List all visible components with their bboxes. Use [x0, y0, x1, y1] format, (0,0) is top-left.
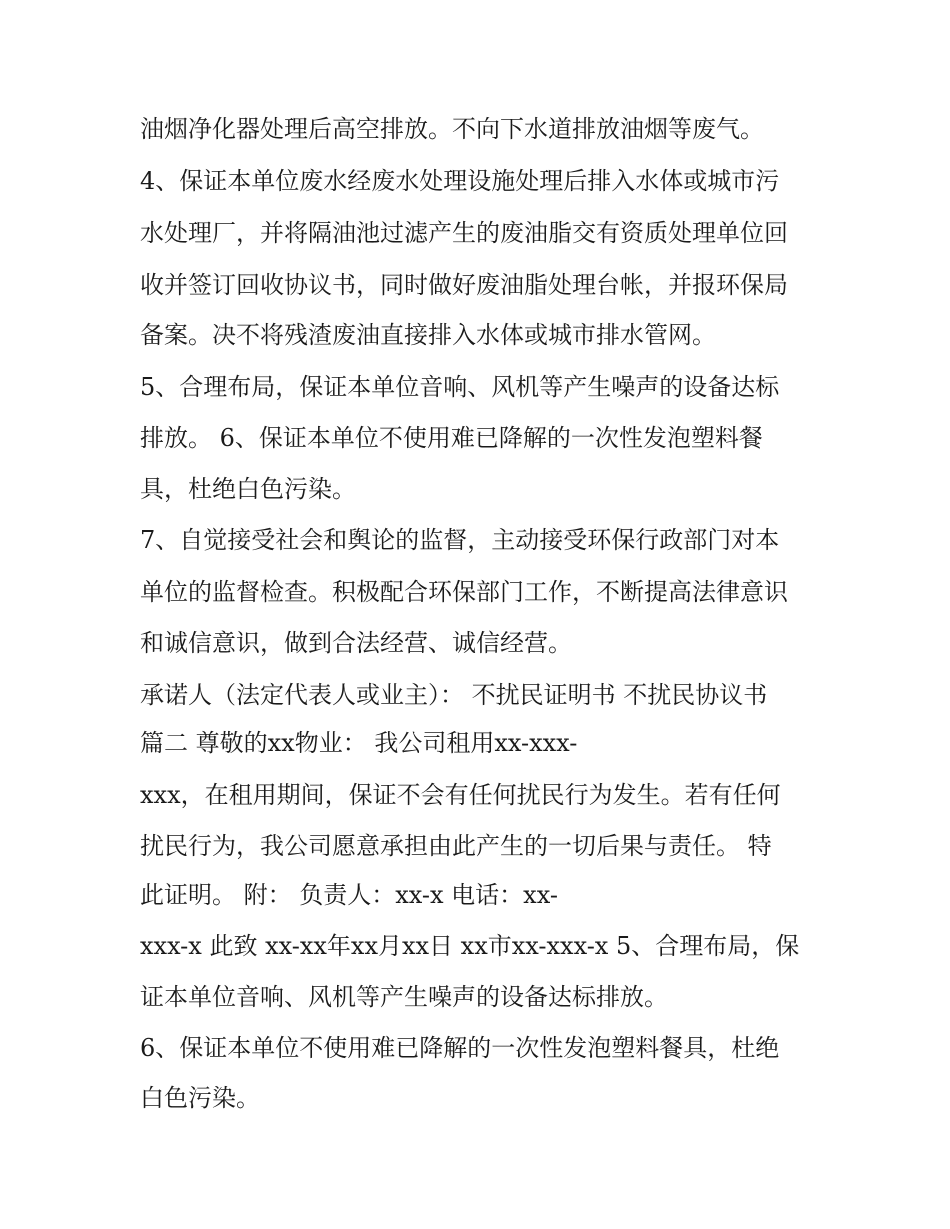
- text-line: 油烟净化器处理后高空排放。不向下水道排放油烟等废气。: [140, 115, 764, 143]
- text-line: 此证明。 附： 负责人：xx-x 电话：xx-: [140, 881, 558, 909]
- text-line: 5、合理布局，保证本单位音响、风机等产生噪声的设备达标: [140, 373, 780, 401]
- text-line: 水处理厂，并将隔油池过滤产生的废油脂交有资质处理单位回: [140, 219, 788, 247]
- text-line: 篇二 尊敬的xx物业： 我公司租用xx-xxx-: [140, 729, 578, 757]
- text-line: 6、保证本单位不使用难已降解的一次性发泡塑料餐具，杜绝: [140, 1034, 780, 1062]
- text-line: 排放。 6、保证本单位不使用难已降解的一次性发泡塑料餐: [140, 424, 763, 452]
- text-line: 备案。决不将残渣废油直接排入水体或城市排水管网。: [140, 321, 716, 349]
- text-line: 和诚信意识，做到合法经营、诚信经营。: [140, 629, 572, 657]
- text-line: 收并签订回收协议书，同时做好废油脂处理台帐，并报环保局: [140, 271, 788, 299]
- text-line: 扰民行为，我公司愿意承担由此产生的一切后果与责任。 特: [140, 832, 772, 860]
- text-line: 单位的监督检查。积极配合环保部门工作，不断提高法律意识: [140, 578, 788, 606]
- text-line: xxx，在租用期间，保证不会有任何扰民行为发生。若有任何: [140, 781, 781, 809]
- text-line: 具，杜绝白色污染。: [140, 475, 356, 503]
- text-line: 白色污染。: [140, 1084, 260, 1112]
- text-line: 7、自觉接受社会和舆论的监督，主动接受环保行政部门对本: [140, 526, 780, 554]
- text-line: xxx-x 此致 xx-xx年xx月xx日 xx市xx-xxx-x 5、合理布局，保: [140, 932, 800, 960]
- text-line: 证本单位音响、风机等产生噪声的设备达标排放。: [140, 983, 668, 1011]
- text-line: 4、保证本单位废水经废水处理设施处理后排入水体或城市污: [140, 167, 780, 195]
- text-line: 承诺人（法定代表人或业主）： 不扰民证明书 不扰民协议书: [140, 681, 768, 709]
